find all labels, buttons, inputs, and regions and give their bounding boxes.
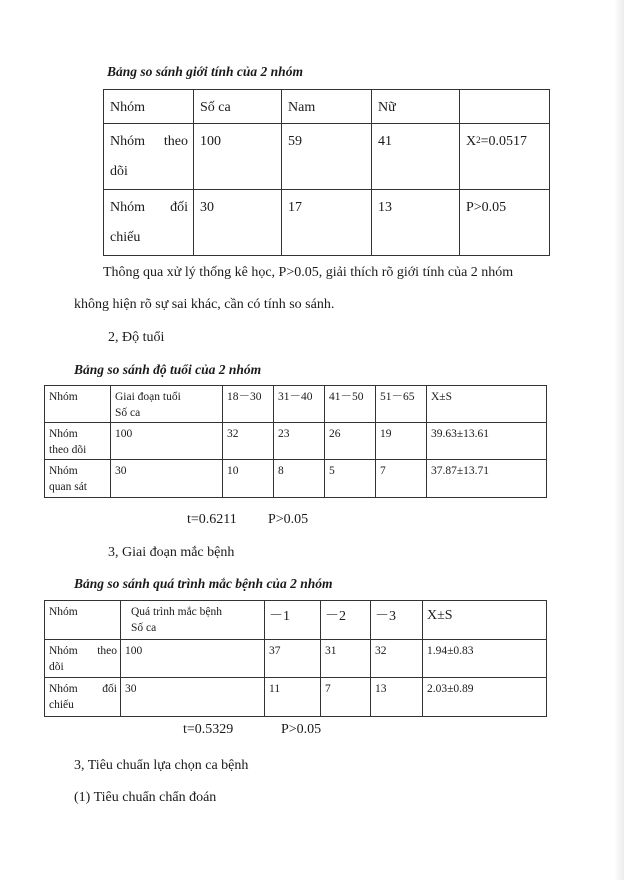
paragraph-line-2: không hiện rõ sự sai khác, cần có tính so sánh.: [74, 297, 335, 312]
header-cell: 41－50: [325, 386, 376, 423]
header-cell: [460, 90, 550, 124]
group-cell: [104, 190, 194, 256]
disease-result-t: t=0.5329: [183, 722, 234, 737]
stat-cell: 39.63±13.61: [427, 423, 547, 460]
value-cell: 32: [371, 640, 423, 678]
group-line-1: Nhóm theo: [110, 134, 188, 149]
table-caption-gender: Bảng so sánh giới tính của 2 nhóm: [107, 64, 303, 79]
table-row: [45, 640, 547, 678]
age-result-p: P>0.05: [268, 512, 309, 527]
value-cell: 19: [376, 423, 427, 460]
table-caption-disease: Bảng so sánh quá trình mắc bệnh của 2 nhóm: [74, 576, 333, 591]
value-cell: 11: [265, 678, 321, 717]
stat-cell: 1.94±0.83: [423, 640, 547, 678]
table-row: [104, 190, 550, 256]
header-cell: Nhóm: [104, 90, 194, 124]
table-row: [45, 460, 547, 498]
gender-comparison-table: [103, 89, 550, 256]
value-cell: 7: [321, 678, 371, 717]
header-cell: －3: [371, 601, 423, 640]
stat-cell: $X^2=0.0517$: [460, 124, 550, 190]
table-caption-age: Bảng so sánh độ tuổi của 2 nhóm: [74, 362, 262, 377]
header-cell: 51－65: [376, 386, 427, 423]
header-cell: 31－40: [274, 386, 325, 423]
table-header-row: [45, 386, 547, 423]
value-cell: 8: [274, 460, 325, 498]
header-cell-diagonal: [121, 601, 265, 640]
header-cell: Nam: [282, 90, 372, 124]
group-cell: Nhóm quan sát: [45, 460, 111, 498]
table-header-row: [45, 601, 547, 640]
table-row: [104, 124, 550, 190]
female-cell: 13: [372, 190, 460, 256]
header-cell: －1: [265, 601, 321, 640]
male-cell: 59: [282, 124, 372, 190]
header-cell: Nữ: [372, 90, 460, 124]
value-cell: 26: [325, 423, 376, 460]
disease-process-table: [44, 600, 547, 717]
header-period-label: Giai đoạn tuổi: [115, 391, 181, 403]
disease-result-p: P>0.05: [281, 722, 322, 737]
header-cell: X±S: [423, 601, 547, 640]
group-cell: [104, 124, 194, 190]
value-cell: 13: [371, 678, 423, 717]
table-row: [45, 423, 547, 460]
cases-cell: 100: [194, 124, 282, 190]
header-cell: Số ca: [194, 90, 282, 124]
subheading-diagnosis: (1) Tiêu chuẩn chẩn đoán: [74, 790, 217, 805]
stat-cell: 37.87±13.71: [427, 460, 547, 498]
header-process-label: Quá trình mắc bệnh: [131, 606, 223, 618]
group-line-1: Nhóm đối: [110, 200, 188, 215]
value-cell: 32: [223, 423, 274, 460]
age-comparison-table: [44, 385, 547, 498]
value-cell: 7: [376, 460, 427, 498]
section-heading-disease-stage: 3, Giai đoạn mắc bệnh: [108, 545, 235, 560]
group-cell: Nhóm theo dõi: [45, 423, 111, 460]
section-heading-criteria: 3, Tiêu chuẩn lựa chọn ca bệnh: [74, 758, 249, 773]
group-cell: Nhóm theo dõi: [45, 640, 121, 678]
header-cell-diagonal: [111, 386, 223, 423]
cases-cell: 30: [111, 460, 223, 498]
value-cell: 10: [223, 460, 274, 498]
value-cell: 37: [265, 640, 321, 678]
header-cell: X±S: [427, 386, 547, 423]
stat-cell: 2.03±0.89: [423, 678, 547, 717]
cases-cell: 100: [121, 640, 265, 678]
group-cell: Nhóm đối chiếu: [45, 678, 121, 717]
header-cell: Nhóm: [45, 386, 111, 423]
header-cases-label: Số ca: [131, 622, 157, 634]
header-cell: －2: [321, 601, 371, 640]
female-cell: 41: [372, 124, 460, 190]
value-cell: 5: [325, 460, 376, 498]
age-result-t: t=0.6211: [187, 512, 237, 527]
header-cell: 18－30: [223, 386, 274, 423]
table-row: [45, 678, 547, 717]
paragraph-line-1: Thông qua xử lý thống kê học, P>0.05, giải thích rõ giới tính của 2 nhóm: [103, 265, 514, 280]
male-cell: 17: [282, 190, 372, 256]
page-edge-shadow: [614, 0, 624, 880]
cases-cell: 30: [121, 678, 265, 717]
group-line-2: dõi: [110, 164, 128, 179]
stat-cell: P>0.05: [460, 190, 550, 256]
section-heading-age: 2, Độ tuổi: [108, 330, 165, 345]
header-cell: Nhóm: [45, 601, 121, 640]
value-cell: 23: [274, 423, 325, 460]
table-header-row: [104, 90, 550, 124]
cases-cell: 30: [194, 190, 282, 256]
header-cases-label: Số ca: [115, 407, 141, 419]
value-cell: 31: [321, 640, 371, 678]
group-line-2: chiếu: [110, 230, 141, 245]
cases-cell: 100: [111, 423, 223, 460]
